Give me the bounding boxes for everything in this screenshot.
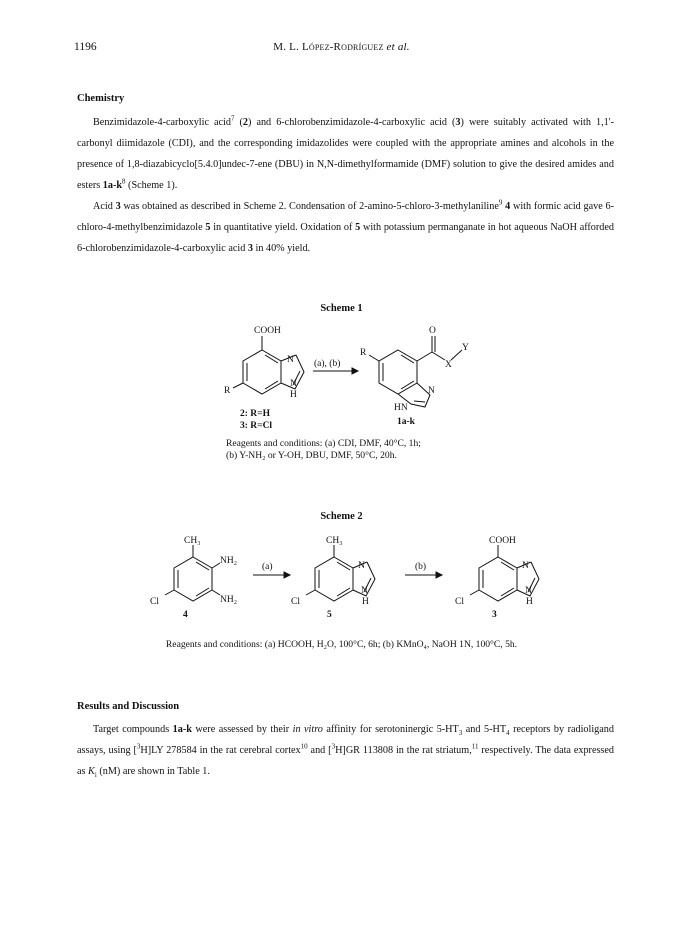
arrow-label-b: (b): [415, 562, 427, 572]
scheme-2-conditions: Reagents and conditions: (a) HCOOH, H₂O, 100°C, 6h; (b) KMnO₄, NaOH 1N, 100°C, 5h.: [165, 639, 518, 650]
chemistry-paragraph-2: Acid 3 was obtained as described in Scheme 2. Condensation of 2-amino-5-chloro-3-methylaniline$^9$ 4 with formic acid gave 6-chloro-4-methylbenzimidazole 5 in quantitative yield. Oxidation of 5 with potassium permanganate in hot aqueous NaOH afforded 6-chlorobenzimidazole-4-carboxylic acid 3 in 40% yield.: [77, 198, 615, 254]
compound-3-label: 3: R=Cl: [240, 421, 273, 431]
results-paragraph-1: Target compounds 1a-k were assessed by their in vitro affinity for serotoninergic $5-HT_3$ and $5-HT_4$ receptors by radioligand assays, using [$^3$H]LY 278584 in the rat cerebral cortex$^{10}$ and [$^3$H]GR 113808 in the rat striatum,$^{11}$ respectively. The data expressed as $K_i$ (nM) are shown in Table 1.: [77, 724, 615, 780]
product-structure: [360, 326, 469, 427]
n-label-5: N: [358, 561, 365, 571]
product-label: 1a-k: [397, 417, 415, 427]
cooh-label: COOH: [254, 326, 281, 336]
author-surname: López-Rodríguez: [301, 41, 384, 53]
n-label-product: N: [428, 386, 435, 396]
x-label: X: [445, 360, 452, 370]
cl-label-5: Cl: [291, 597, 300, 607]
scheme-1-conditions-line-1: Reagents and conditions: (a) CDI, DMF, 40°C, 1h;: [226, 438, 421, 449]
results-body: [77, 719, 614, 782]
nh2-label-lower: NH₂: [220, 595, 238, 605]
h-label-3: H: [526, 597, 533, 607]
scheme-2-title: Scheme 2: [320, 511, 363, 522]
running-head: M. L. López-Rodríguez et al.: [273, 41, 410, 53]
scheme-1-conditions: [226, 438, 421, 462]
n-label: N: [287, 355, 294, 365]
compound-2-label: 2: R=H: [240, 409, 270, 419]
chemistry-paragraph-1: Benzimidazole-4-carboxylic acid$^7$ (2) and 6-chlorobenzimidazole-4-carboxylic acid (3) were suitably activated with 1,1'-carbonyl diimidazole (CDI), and the corresponding imidazolides were coupled with the appropriate amines and alcohols in the presence of 1,8-diazabicyclo[5.4.0]undec-7-ene (DBU) in N,N-dimethylformamide (DMF) solution to give the desired amides and esters $1a-k^8$ (Scheme 1).: [77, 114, 614, 191]
compound-4-label: 4: [183, 610, 188, 620]
n-label-5-lower: N: [361, 586, 368, 596]
cl-label-4: Cl: [150, 597, 159, 607]
y-label: Y: [462, 343, 469, 353]
hn-label: HN: [394, 403, 408, 413]
cl-label-3: Cl: [455, 597, 464, 607]
nh-h-label: H: [290, 390, 297, 400]
scheme-1-conditions-line-2: (b) Y-NH₂ or Y-OH, DBU, DMF, 50°C, 20h.: [226, 450, 397, 461]
ch3-label-4: CH₃: [184, 536, 201, 546]
ch3-label-5: CH₃: [326, 536, 343, 546]
o-label: O: [429, 326, 436, 336]
benzimidazole-acid-structure: [224, 326, 304, 431]
compound-5-label: 5: [327, 610, 332, 620]
n-label-3-lower: N: [525, 586, 532, 596]
h-label-5: H: [362, 597, 369, 607]
compound-3-label: 3: [492, 610, 497, 620]
r-label-product: R: [360, 348, 367, 358]
nh2-label-upper: NH₂: [220, 556, 238, 566]
n-label-lower: N: [290, 379, 297, 389]
scheme-1-title: Scheme 1: [320, 303, 363, 314]
r-label: R: [224, 386, 231, 396]
reaction-arrow-1: [313, 358, 358, 374]
page-number: 1196: [74, 41, 97, 53]
section-title-chemistry: Chemistry: [77, 93, 125, 104]
cooh-label-3: COOH: [489, 536, 516, 546]
section-title-results: Results and Discussion: [77, 701, 180, 712]
n-label-3: N: [522, 561, 529, 571]
arrow-label-ab: (a), (b): [314, 359, 341, 369]
arrow-label-a: (a): [262, 562, 273, 572]
